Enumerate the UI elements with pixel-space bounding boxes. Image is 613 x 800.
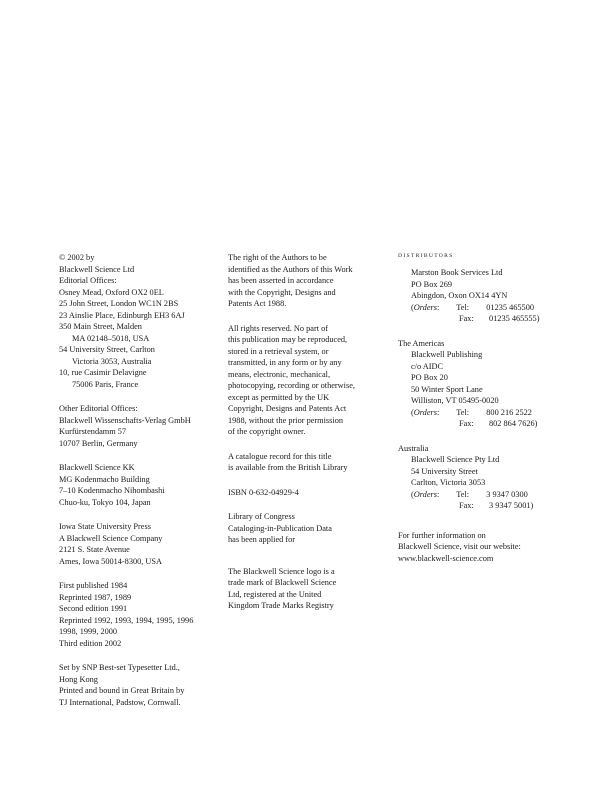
text-line: trade mark of Blackwell Science [228, 578, 337, 587]
distributor-uk [398, 267, 608, 325]
text-line: Other Editorial Offices: [59, 404, 138, 413]
text-line: The right of the Authors to be [228, 253, 327, 262]
catalogue-record [228, 451, 388, 474]
region-name: Australia [398, 443, 429, 453]
text-line: this publication may be reproduced, [228, 335, 348, 344]
trademark-notice [228, 566, 388, 612]
address-line: Kurfürstendamm 57 [59, 427, 127, 436]
distributors-column [398, 252, 608, 577]
text-line: All rights reserved. No part of [228, 323, 328, 333]
text-line: Second edition 1991 [59, 604, 128, 613]
address-line: PO Box 20 [411, 373, 448, 382]
address-line: MG Kodenmacho Building [59, 474, 150, 484]
text-line: The Blackwell Science logo is a [228, 566, 335, 576]
iowa-office [59, 521, 224, 567]
text-line: Blackwell Science, visit our website: [398, 542, 521, 551]
text-line: stored in a retrieval system, or [228, 346, 329, 356]
address-line: Abingdon, Oxon OX14 4YN [411, 291, 508, 300]
text-line: means, electronic, mechanical, [228, 369, 331, 379]
address-line: 2121 S. State Avenue [59, 545, 130, 554]
text-line: Kingdom Trade Marks Registry [228, 601, 334, 610]
orders-tel-line: (Orders: Tel: 01235 465500 [411, 302, 534, 312]
publication-history [59, 580, 224, 649]
address-line: Blackwell Science Pty Ltd [411, 455, 500, 464]
text-line: Hong Kong [59, 674, 98, 684]
orders-fax-line: Fax: 01235 465555) [459, 314, 540, 323]
tel-number: 800 216 2522 [486, 407, 532, 417]
address-line: 10, rue Casimir Delavigne [59, 368, 147, 377]
text-line: Copyright, Designs and Patents Act [228, 404, 347, 413]
distributor-americas [398, 338, 608, 430]
orders-fax-line: Fax: 3 9347 5001) [459, 501, 534, 510]
address-line: Victoria 3053, Australia [72, 356, 152, 366]
distributors-heading: DISTRIBUTORS [398, 253, 454, 259]
text-line: photocopying, recording or otherwise, [228, 381, 355, 390]
text-line: has been applied for [228, 535, 296, 544]
isbn-number: ISBN 0-632-04929-4 [228, 487, 299, 497]
copyright-and-offices [59, 252, 224, 390]
tel-number: 01235 465500 [486, 302, 534, 312]
address-line: MA 02148–5018, USA [72, 333, 150, 343]
region-name: The Americas [398, 338, 445, 348]
address-line: Blackwell Science KK [59, 463, 135, 472]
publisher-name: Blackwell Science Ltd [59, 264, 135, 274]
library-of-congress [228, 511, 388, 546]
text-line: identified as the Authors of this Work [228, 264, 353, 274]
address-line: Blackwell Wissenschafts-Verlag GmbH [59, 415, 191, 425]
text-line: is available from the British Library [228, 463, 348, 472]
address-line: A Blackwell Science Company [59, 533, 163, 543]
other-editorial-offices [59, 403, 224, 449]
address-line: 54 University Street, Carlton [59, 345, 155, 354]
copyright-line: © 2002 by [59, 253, 95, 262]
text-line: Patents Act 1988. [228, 299, 287, 308]
text-line: First published 1984 [59, 581, 128, 590]
address-line: 7–10 Kodenmacho Nihombashi [59, 486, 165, 495]
further-information [398, 530, 608, 565]
authors-rights [228, 252, 388, 310]
text-line: Reprinted 1987, 1989 [59, 592, 132, 602]
address-line: 10707 Berlin, Germany [59, 438, 138, 448]
text-line: except as permitted by the UK [228, 392, 330, 402]
typesetter-and-printer [59, 662, 224, 708]
text-line: Editorial Offices: [59, 276, 117, 285]
text-line: of the copyright owner. [228, 427, 306, 436]
rights-column [228, 252, 388, 625]
text-line: TJ International, Padstow, Cornwall. [59, 697, 181, 707]
text-line: Library of Congress [228, 512, 295, 521]
fax-number: 3 9347 5001) [489, 501, 534, 510]
address-line: Williston, VT 05495-0020 [411, 396, 499, 405]
address-line: 25 John Street, London WC1N 2BS [59, 299, 179, 308]
text-line: transmitted, in any form or by any [228, 358, 342, 367]
address-line: Blackwell Publishing [411, 350, 483, 359]
fax-number: 01235 465555) [489, 314, 540, 323]
address-line: 54 University Street [411, 466, 478, 476]
text-line: with the Copyright, Designs and [228, 287, 336, 297]
text-line: 1988, without the prior permission [228, 415, 343, 425]
text-line: A catalogue record for this title [228, 451, 332, 461]
distributor-australia [398, 443, 608, 512]
fax-number: 802 864 7626) [489, 419, 538, 428]
address-line: PO Box 269 [411, 279, 453, 289]
address-line: 75006 Paris, France [72, 379, 139, 389]
address-line: 350 Main Street, Malden [59, 322, 142, 331]
address-line: 50 Winter Sport Lane [411, 384, 483, 394]
website-url: www.blackwell-science.com [398, 553, 494, 563]
address-line: Ames, Iowa 50014-8300, USA [59, 556, 163, 566]
address-line: Iowa State University Press [59, 522, 151, 531]
orders-tel-line: (Orders: Tel: 3 9347 0300 [411, 489, 528, 499]
address-line: Osney Mead, Oxford OX2 0EL [59, 287, 164, 297]
imprint-column [59, 252, 224, 721]
text-line: For further information on [398, 530, 486, 540]
text-line: Cataloging-in-Publication Data [228, 523, 332, 533]
japan-office [59, 462, 224, 508]
address-line: c/o AIDC [411, 361, 444, 371]
tel-number: 3 9347 0300 [486, 489, 528, 499]
text-line: has been asserted in accordance [228, 276, 334, 285]
text-line: 1998, 1999, 2000 [59, 627, 118, 636]
text-line: Third edition 2002 [59, 638, 122, 648]
all-rights-reserved [228, 323, 388, 438]
isbn [228, 487, 388, 499]
address-line: Marston Book Services Ltd [411, 268, 503, 277]
text-line: Set by SNP Best-set Typesetter Ltd., [59, 663, 180, 672]
orders-tel-line: (Orders: Tel: 800 216 2522 [411, 407, 532, 417]
address-line: 23 Ainslie Place, Edinburgh EH3 6AJ [59, 310, 185, 320]
text-line: Reprinted 1992, 1993, 1994, 1995, 1996 [59, 615, 194, 625]
address-line: Carlton, Victoria 3053 [411, 478, 486, 487]
address-line: Chuo-ku, Tokyo 104, Japan [59, 497, 151, 507]
text-line: Printed and bound in Great Britain by [59, 686, 185, 695]
text-line: Ltd, registered at the United [228, 589, 322, 599]
orders-fax-line: Fax: 802 864 7626) [459, 419, 538, 428]
